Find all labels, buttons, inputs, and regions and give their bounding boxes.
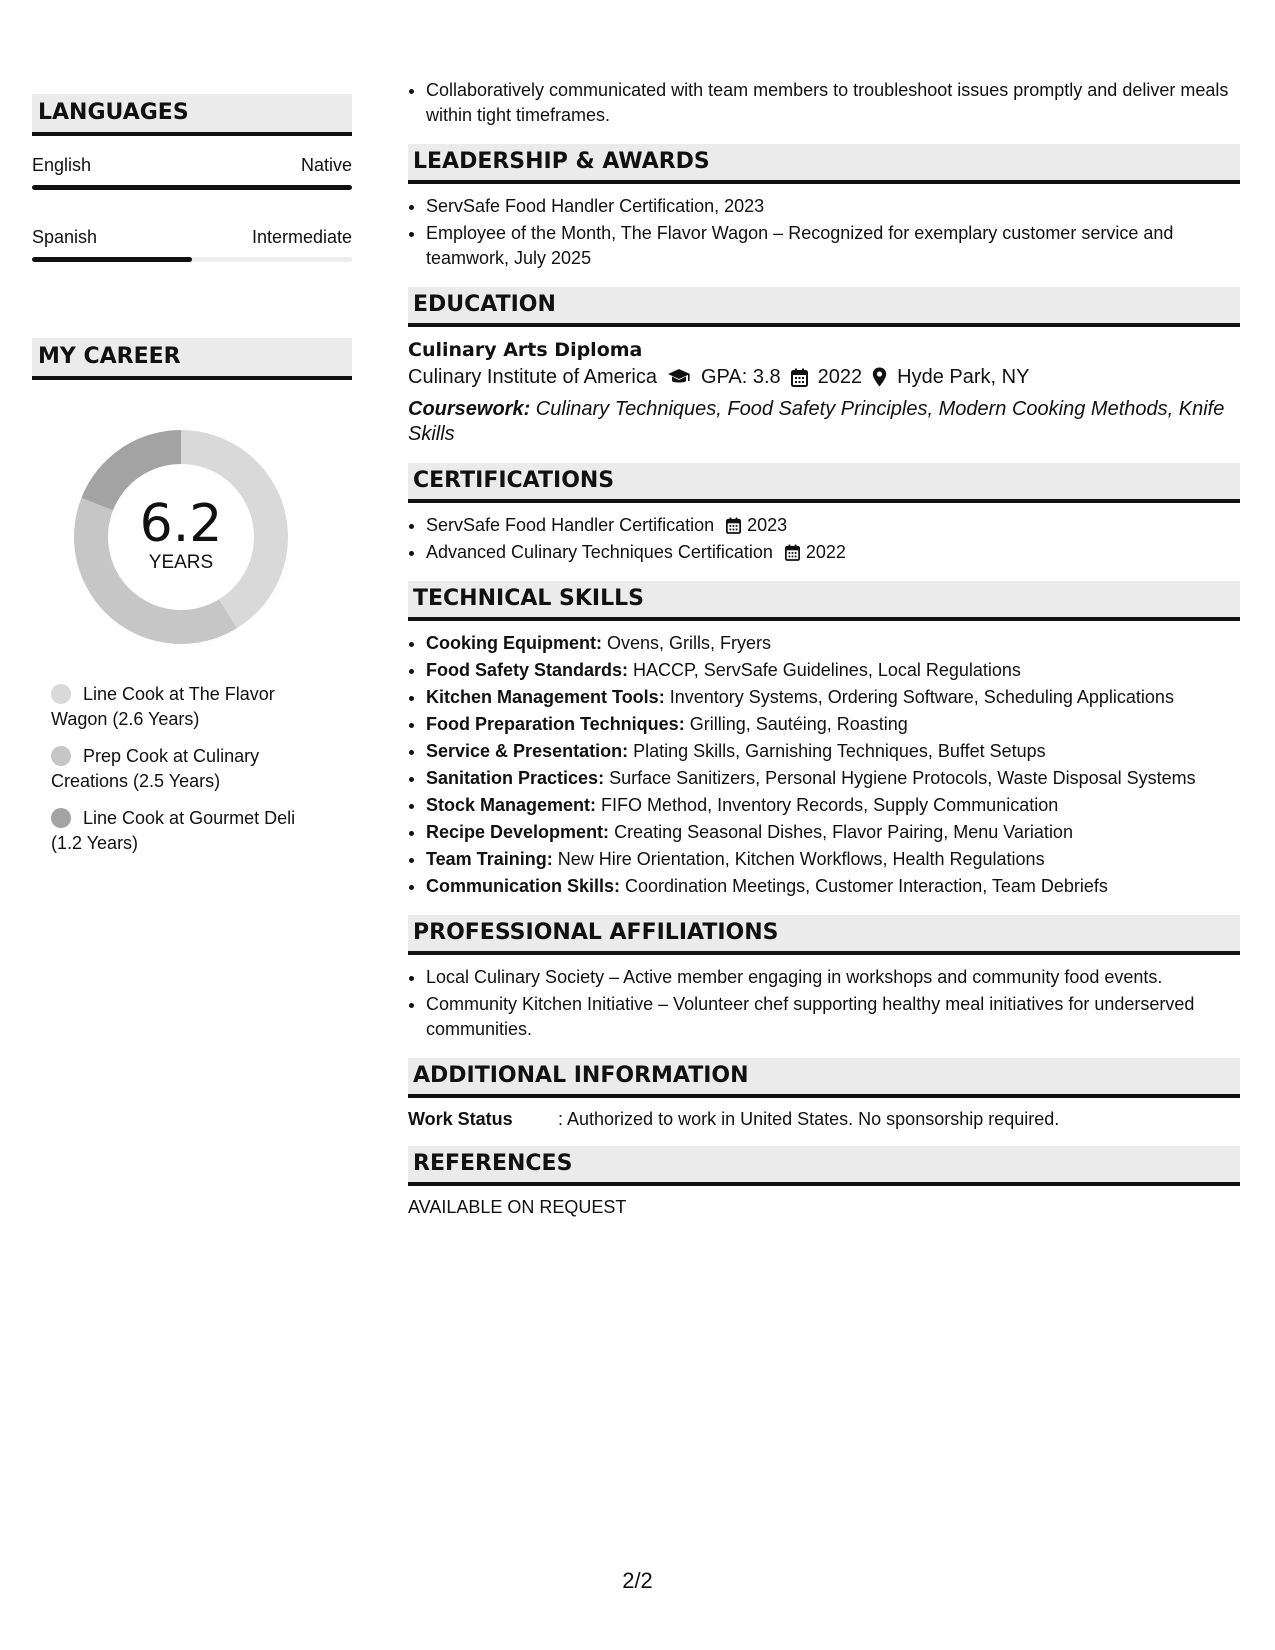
graduation-cap-icon xyxy=(667,368,691,386)
language-name: Spanish xyxy=(32,227,98,247)
school-name: Culinary Institute of America xyxy=(408,366,657,388)
experience-continued-list xyxy=(408,78,1240,128)
skill-label: Service & Presentation: xyxy=(426,741,629,761)
skill-item xyxy=(426,631,1240,656)
skill-value: Ovens, Grills, Fryers xyxy=(601,633,771,653)
skill-value: Plating Skills, Garnishing Techniques, Buffet Setups xyxy=(628,741,1046,761)
list-item: • Collaboratively communicated with team members to troubleshoot issues promptly and deliver meals within tight timeframes. xyxy=(426,78,1240,128)
career-total-years: 6.2 xyxy=(139,494,223,554)
skill-item xyxy=(426,766,1240,791)
skill-value: Inventory Systems, Ordering Software, Scheduling Applications xyxy=(664,687,1174,707)
skill-item xyxy=(426,820,1240,845)
skill-item xyxy=(426,739,1240,764)
list-item: • Employee of the Month, The Flavor Wagon – Recognized for exemplary customer service and teamwork, July 2025 xyxy=(426,221,1240,271)
degree-meta xyxy=(408,363,1240,391)
career-years-unit: YEARS xyxy=(148,552,214,573)
certification-item xyxy=(426,540,1240,565)
coursework xyxy=(408,397,1240,447)
technical-skills-section xyxy=(408,581,1240,899)
gpa: GPA: 3.8 xyxy=(701,366,781,388)
calendar-icon xyxy=(726,517,741,534)
skill-item xyxy=(426,658,1240,683)
language-proficiency-fill xyxy=(32,257,192,262)
calendar-icon xyxy=(785,544,800,561)
list-item: • Community Kitchen Initiative – Volunteer chef supporting healthy meal initiatives for underserved communities. xyxy=(426,992,1240,1042)
education-heading: EDUCATION xyxy=(408,287,1240,327)
references-heading: REFERENCES xyxy=(408,1146,1240,1186)
skill-item xyxy=(426,847,1240,872)
affiliations-heading: PROFESSIONAL AFFILIATIONS xyxy=(408,915,1240,955)
skill-label: Team Training: xyxy=(426,849,553,869)
education-section xyxy=(408,287,1240,447)
graduation-year: 2022 xyxy=(817,366,863,388)
references-text: AVAILABLE ON REQUEST xyxy=(408,1197,627,1217)
legend-dot xyxy=(51,684,71,704)
language-level: Native xyxy=(300,155,352,175)
skill-value: HACCP, ServSafe Guidelines, Local Regulations xyxy=(628,660,1021,680)
certification-year: 2022 xyxy=(805,542,846,562)
list-item: • ServSafe Food Handler Certification, 2023 xyxy=(426,194,1240,219)
certification-item xyxy=(426,513,1240,538)
page-number: 2/2 xyxy=(622,1568,653,1593)
languages-heading: LANGUAGES xyxy=(32,94,352,136)
legend-item xyxy=(51,682,321,732)
language-name: English xyxy=(32,155,92,175)
language-item xyxy=(32,226,352,262)
skill-item xyxy=(426,793,1240,818)
career-heading: MY CAREER xyxy=(32,338,352,380)
technical-skills-heading: TECHNICAL SKILLS xyxy=(408,581,1240,621)
affiliations-section xyxy=(408,915,1240,1042)
language-item xyxy=(32,154,352,190)
skill-value: New Hire Orientation, Kitchen Workflows, Health Regulations xyxy=(552,849,1045,869)
language-proficiency-bar xyxy=(32,185,352,190)
skill-value: FIFO Method, Inventory Records, Supply Communication xyxy=(596,795,1059,815)
language-proficiency-bar xyxy=(32,257,352,262)
list-item: • Local Culinary Society – Active member engaging in workshops and community food events. xyxy=(426,965,1240,990)
coursework-label: Coursework: xyxy=(408,398,531,420)
certification-name: • Advanced Culinary Techniques Certification xyxy=(426,542,773,562)
location-pin-icon xyxy=(872,367,887,387)
school-location: Hyde Park, NY xyxy=(897,366,1030,388)
skill-label: Food Preparation Techniques: xyxy=(426,714,685,734)
legend-label: Line Cook at Gourmet Deli (1.2 Years) xyxy=(51,808,296,853)
skill-label: Food Safety Standards: xyxy=(426,660,629,680)
certification-year: 2023 xyxy=(747,515,788,535)
certifications-heading: CERTIFICATIONS xyxy=(408,463,1240,503)
legend-label: Line Cook at The Flavor Wagon (2.6 Years) xyxy=(51,684,275,729)
legend-label: Prep Cook at Culinary Creations (2.5 Years) xyxy=(51,746,260,791)
skill-label: Communication Skills: xyxy=(426,876,621,896)
skill-label: Sanitation Practices: xyxy=(426,768,605,788)
certifications-section xyxy=(408,463,1240,565)
calendar-icon xyxy=(791,368,808,387)
work-status-row xyxy=(408,1108,1240,1130)
legend-dot xyxy=(51,746,71,766)
main-column xyxy=(408,78,1240,1218)
coursework-list: Culinary Techniques, Food Safety Principles, Modern Cooking Methods, Knife Skills xyxy=(408,398,1225,445)
skill-label: Recipe Development: xyxy=(426,822,610,842)
leadership-section xyxy=(408,144,1240,271)
degree-title: Culinary Arts Diploma xyxy=(408,339,643,361)
skill-label: Stock Management: xyxy=(426,795,597,815)
skill-label: Kitchen Management Tools: xyxy=(426,687,665,707)
additional-info-section xyxy=(408,1058,1240,1130)
skill-item xyxy=(426,685,1240,710)
skill-value: Surface Sanitizers, Personal Hygiene Protocols, Waste Disposal Systems xyxy=(604,768,1196,788)
skill-value: Coordination Meetings, Customer Interaction, Team Debriefs xyxy=(620,876,1108,896)
work-status-label: Work Status xyxy=(408,1109,513,1129)
skill-label: Cooking Equipment: xyxy=(426,633,602,653)
skill-value: Creating Seasonal Dishes, Flavor Pairing, Menu Variation xyxy=(609,822,1073,842)
skill-value: Grilling, Sautéing, Roasting xyxy=(684,714,908,734)
skill-item xyxy=(426,712,1240,737)
work-status-value: : Authorized to work in United States. No sponsorship required. xyxy=(558,1109,1060,1129)
additional-info-heading: ADDITIONAL INFORMATION xyxy=(408,1058,1240,1098)
sidebar xyxy=(32,94,352,868)
legend-dot xyxy=(51,808,71,828)
language-proficiency-fill xyxy=(32,185,352,190)
legend-item xyxy=(51,744,321,794)
skill-item xyxy=(426,874,1240,899)
career-donut-chart xyxy=(66,422,296,652)
language-level: Intermediate xyxy=(251,227,352,247)
certification-name: • ServSafe Food Handler Certification xyxy=(426,515,715,535)
legend-item xyxy=(51,806,321,856)
references-section xyxy=(408,1146,1240,1218)
career-legend xyxy=(51,682,321,856)
leadership-heading: LEADERSHIP & AWARDS xyxy=(408,144,1240,184)
